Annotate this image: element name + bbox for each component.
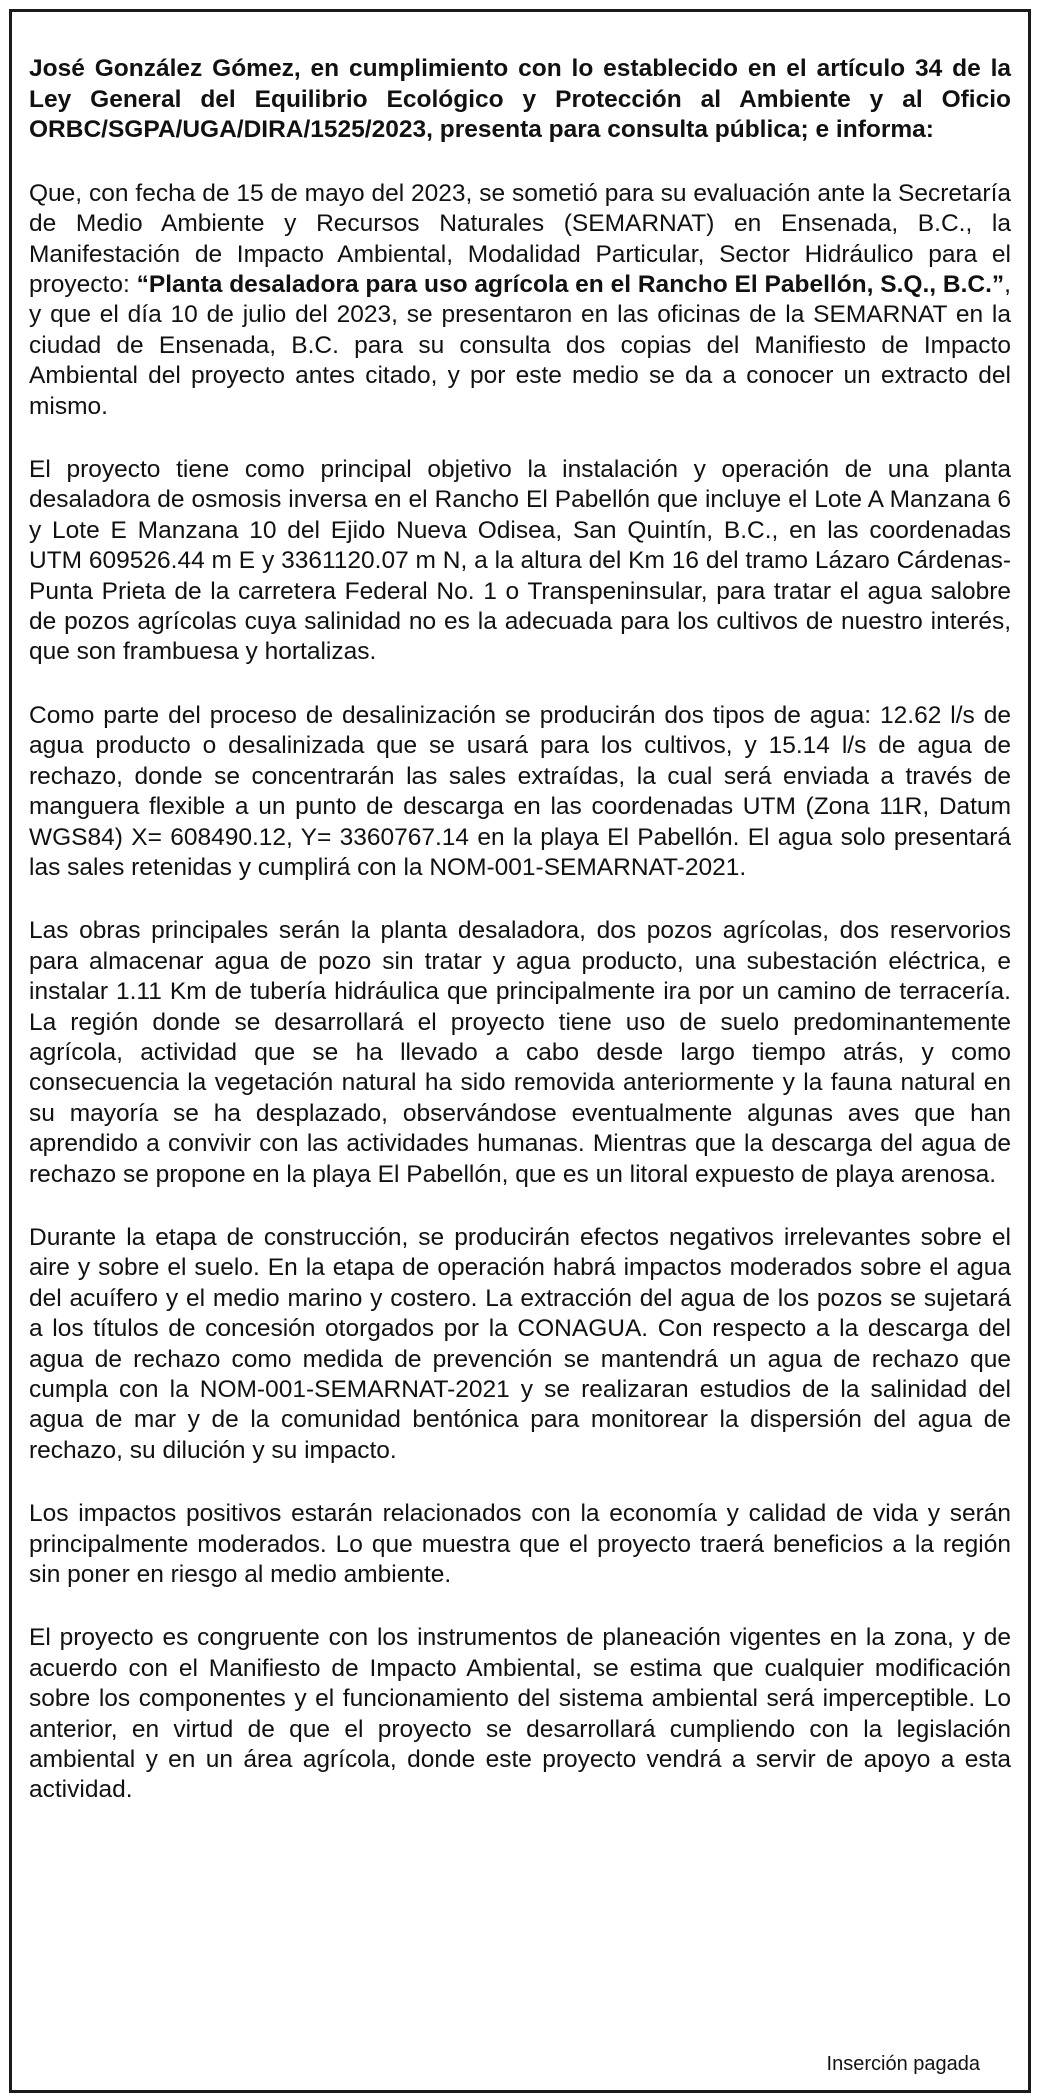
notice-heading: José González Gómez, en cumplimiento con lo establecido en el artículo 34 de la Ley General del Equilibrio Ecológico y Protección al Ambiente y al Oficio ORBC/SGPA/UGA/DIRA/1525/2023, presenta para consulta pública; e informa:	[29, 55, 1011, 144]
paragraph-positive-impacts: Los impactos positivos estarán relacionados con la economía y calidad de vida y serán principalmente moderados. Lo que muestra que el proyecto traerá beneficios a la región sin poner en riesgo al medio ambiente.	[29, 1500, 1011, 1589]
project-name: “Planta desaladora para uso agrícola en el Rancho El Pabellón, S.Q., B.C.”	[136, 271, 1005, 298]
paragraph-desalination-process: Como parte del proceso de desalinización se producirán dos tipos de agua: 12.62 l/s de agua producto o desalinizada que se usará para los cultivos, y 15.14 l/s de agua de rechazo, donde se concentrarán las sales extraídas, la cual será enviada a través de manguera flexible a un punto de descarga en las coordenadas UTM (Zona 11R, Datum WGS84) X= 608490.12, Y= 3360767.14 en la playa El Pabellón. El agua solo presentará las sales retenidas y cumplirá con la NOM-001-SEMARNAT-2021.	[29, 701, 1011, 881]
submission-text-start: Que, con fecha de 15 de mayo del 2023, se sometió para su evaluación ante la Secretaría de Medio Ambiente y Recursos Naturales (SEMARNAT) en Ensenada, B.C., la Manifestación de Impacto Ambiental, Modalidad Particular, Sector Hidráulico para el proyecto:	[29, 179, 1011, 298]
paid-insertion-note: Inserción pagada	[826, 2053, 980, 2075]
submission-text-end: , y que el día 10 de julio del 2023, se presentaron en las oficinas de la SEMARNAT en la ciudad de Ensenada, B.C. para su consulta dos copias del Manifiesto de Impacto Ambiental del proyecto antes citado, y por este medio se da a conocer un extracto del mismo.	[29, 271, 1011, 420]
notice-body	[29, 54, 1011, 1839]
paragraph-objective: El proyecto tiene como principal objetivo la instalación y operación de una planta desaladora de osmosis inversa en el Rancho El Pabellón que incluye el Lote A Manzana 6 y Lote E Manzana 10 del Ejido Nueva Odisea, San Quintín, B.C., en las coordenadas UTM 609526.44 m E y 3361120.07 m N, a la altura del Km 16 del tramo Lázaro Cárdenas-Punta Prieta de la carretera Federal No. 1 o Transpeninsular, para tratar el agua salobre de pozos agrícolas cuya salinidad no es la adecuada para los cultivos de nuestro interés, que son frambuesa y hortalizas.	[29, 456, 1011, 666]
paragraph-negative-impacts: Durante la etapa de construcción, se producirán efectos negativos irrelevantes sobre el aire y sobre el suelo. En la etapa de operación habrá impactos moderados sobre el agua del acuífero y el medio marino y costero. La extracción del agua de los pozos se sujetará a los títulos de concesión otorgados por la CONAGUA. Con respecto a la descarga del agua de rechazo como medida de prevención se mantendrá un agua de rechazo que cumpla con la NOM-001-SEMARNAT-2021 y se realizaran estudios de la salinidad del agua de mar y de la comunidad bentónica para monitorear la dispersión del agua de rechazo, su dilución y su impacto.	[29, 1223, 1011, 1464]
paragraph-main-works: Las obras principales serán la planta desaladora, dos pozos agrícolas, dos reservorios para almacenar agua de pozo sin tratar y agua producto, una subestación eléctrica, e instalar 1.11 Km de tubería hidráulica que principalmente ira por un camino de terracería. La región donde se desarrollará el proyecto tiene uso de suelo predominantemente agrícola, actividad que se ha llevado a cabo desde largo tiempo atrás, y como consecuencia la vegetación natural ha sido removida anteriormente y la fauna natural en su mayoría se ha desplazado, observándose eventualmente algunas aves que han aprendido a convivir con las actividades humanas. Mientras que la descarga del agua de rechazo se propone en la playa El Pabellón, que es un litoral expuesto de playa arenosa.	[29, 917, 1011, 1188]
paragraph-submission	[29, 179, 1011, 422]
paragraph-conclusion: El proyecto es congruente con los instrumentos de planeación vigentes en la zona, y de acuerdo con el Manifiesto de Impacto Ambiental, se estima que cualquier modificación sobre los componentes y el funcionamiento del sistema ambiental será imperceptible. Lo anterior, en virtud de que el proyecto se desarrollará cumpliendo con la legislación ambiental y en un área agrícola, donde este proyecto vendrá a servir de apoyo a esta actividad.	[29, 1624, 1011, 1804]
